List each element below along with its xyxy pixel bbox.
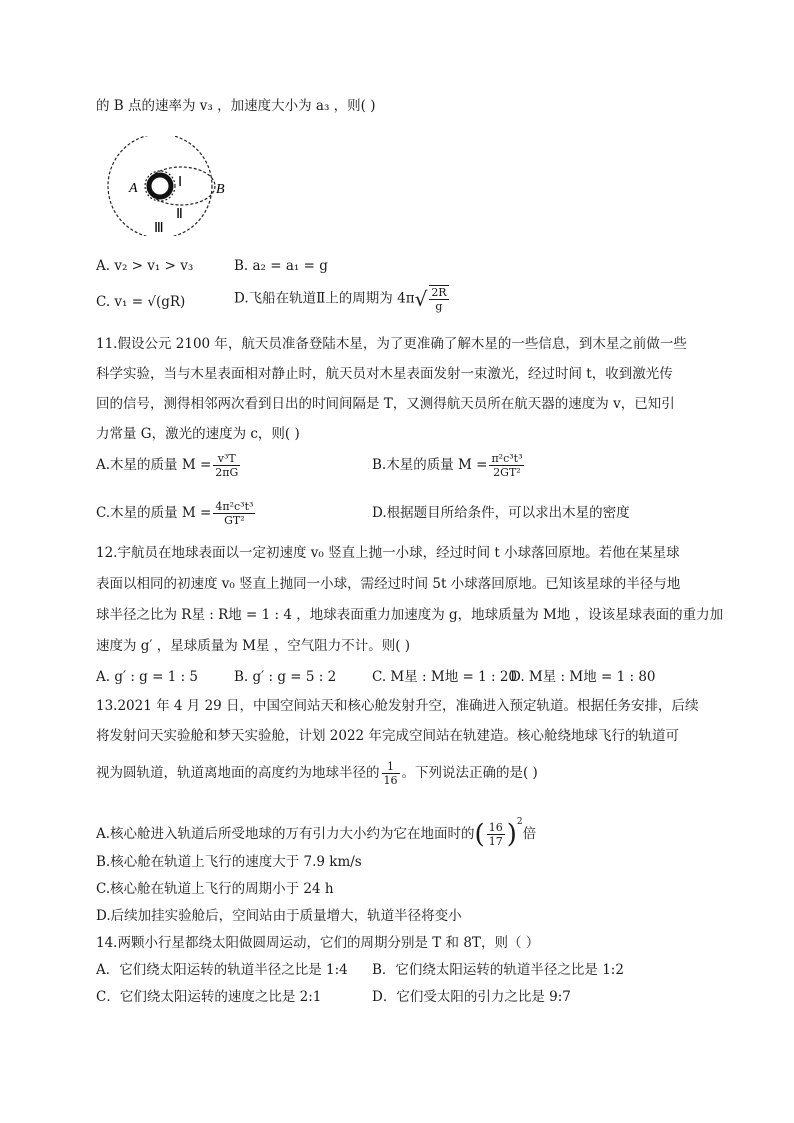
q11-option-c-num: 4π²c³t³	[215, 500, 254, 513]
q12-line-1: 12.宇航员在地球表面以一定初速度 v₀ 竖直上抛一小球，经过时间 t 小球落回原地。若他在某星球	[96, 545, 680, 561]
q13-line-3-den: 16	[383, 774, 398, 787]
q12-line-2: 表面以相同的初速度 v₀ 竖直上抛同一小球，需经过时间 5t 小球落回原地。已知该星球的半径与地	[96, 576, 681, 592]
q14-option-a: A．它们绕太阳运转的轨道半径之比是 1:4	[96, 962, 348, 978]
q14-option-b: B．它们绕太阳运转的轨道半径之比是 1:2	[372, 962, 624, 978]
q10-option-c: C. v₁ = √(gR)	[96, 294, 186, 310]
label-2: Ⅱ	[176, 207, 183, 222]
q13-line-3-num: 1	[382, 760, 400, 774]
q10-option-a: A. v₂ > v₁ > v₃	[96, 258, 194, 274]
q13-line-3-text: 视为圆轨道，轨道离地面的高度约为地球半径的	[96, 765, 380, 781]
q12-option-c: C. M星 : M地 = 1 : 20	[372, 669, 517, 685]
q10-option-d-den: g	[435, 300, 443, 313]
q11-option-b-den: 2GT²	[493, 466, 521, 479]
q11-option-c-den: GT²	[224, 514, 245, 527]
q11-option-a-den: 2πG	[215, 466, 239, 479]
label-a: A	[129, 181, 138, 196]
q11-line-4: 力常量 G，激光的速度为 c，则( )	[96, 426, 300, 442]
q11-option-a-num: v³T	[213, 452, 240, 466]
q11-option-c-text: C.木星的质量 M =	[96, 505, 212, 521]
q13-option-a-suffix: 倍	[522, 826, 537, 842]
q12-line-4: 速度为 g′ ，星球质量为 M星 ，空气阻力不计。则( )	[96, 638, 411, 654]
q11-option-b-text: B.木星的质量 M =	[372, 457, 488, 473]
orbit-diagram	[100, 136, 240, 236]
q12-line-3: 球半径之比为 R星 : R地 = 1 : 4 ，地球表面重力加速度为 g，地球质量为 M地 ，设该星球表面的重力加	[96, 607, 724, 623]
q12-option-d: D. M星 : M地 = 1 : 80	[510, 669, 656, 685]
q13-option-a-num: 16	[488, 821, 503, 834]
q13-line-1: 13.2021 年 4 月 29 日，中国空间站天和核心舱发射升空，准确进入预定轨道。根据任务安排，后续	[96, 698, 699, 714]
q11-line-3: 回的信号，测得相邻两次看到日出的时间间隔是 T，又测得航天员所在航天器的速度为 v，已知引	[96, 396, 675, 412]
q13-line-3	[96, 760, 538, 787]
label-1: Ⅰ	[178, 175, 183, 190]
q11-option-a	[96, 452, 242, 479]
q14-line-1: 14.两颗小行星都绕太阳做圆周运动，它们的周期分别是 T 和 8T，则（ ）	[96, 935, 540, 951]
q11-option-d: D.根据题目所给条件，可以求出木星的密度	[372, 505, 630, 521]
q11-option-a-text: A.木星的质量 M =	[96, 457, 212, 473]
earth	[149, 175, 171, 197]
q10-option-d-num: 2R	[431, 286, 447, 299]
q13-option-a-exp: 2	[516, 817, 523, 827]
q12-option-a: A. g′ : g = 1 : 5	[96, 669, 199, 685]
q11-option-c	[96, 500, 257, 527]
q13-option-d: D.后续加挂实验舱后，空间站由于质量增大，轨道半径将变小	[96, 908, 462, 924]
label-b: B	[216, 182, 225, 197]
q13-option-a: A.核心舱进入轨道后所受地球的万有引力大小约为它在地面时的( $\frac{16}{17}$ )$^2$倍	[96, 817, 537, 850]
q14-option-d: D．它们受太阳的引力之比是 9:7	[372, 989, 571, 1005]
q13-option-c: C.核心舱在轨道上飞行的周期小于 24 h	[96, 881, 334, 897]
intro-line: 的 B 点的速率为 v₃ ，加速度大小为 a₃ ，则( )	[96, 98, 376, 114]
q13-line-3-suffix: 。下列说法正确的是( )	[401, 765, 538, 781]
q13-option-a-den: 17	[488, 835, 503, 848]
q11-option-b-num: π²c³t³	[491, 452, 523, 465]
q13-option-b: B.核心舱在轨道上飞行的速度大于 7.9 km/s	[96, 854, 362, 870]
q13-line-2: 将发射问天实验舱和梦天实验舱，计划 2022 年完成空间站在轨建造。核心舱绕地球飞行的轨道可	[96, 728, 679, 744]
q13-option-a-text: A.核心舱进入轨道后所受地球的万有引力大小约为它在地面时的	[96, 826, 475, 842]
q10-option-b: B. a₂ = a₁ = g	[234, 258, 328, 274]
q14-option-c: C．它们绕太阳运转的速度之比是 2:1	[96, 989, 322, 1005]
q11-line-2: 科学实验，当与木星表面相对静止时，航天员对木星表面发射一束激光，经过时间 t，收到激光传	[96, 366, 673, 382]
q11-option-b	[372, 452, 526, 479]
q10-option-d: D.飞船在轨道Ⅱ上的周期为 4π√ $\frac{2R}{g}$	[234, 286, 447, 313]
label-3: Ⅲ	[154, 221, 164, 236]
q12-option-b: B. g′ : g = 5 : 2	[234, 669, 337, 685]
q11-line-1: 11.假设公元 2100 年，航天员准备登陆木星，为了更准确了解木星的一些信息，到木星之前做一些	[96, 336, 687, 352]
q10-option-d-text: D.飞船在轨道Ⅱ上的周期为 4π	[234, 290, 415, 307]
